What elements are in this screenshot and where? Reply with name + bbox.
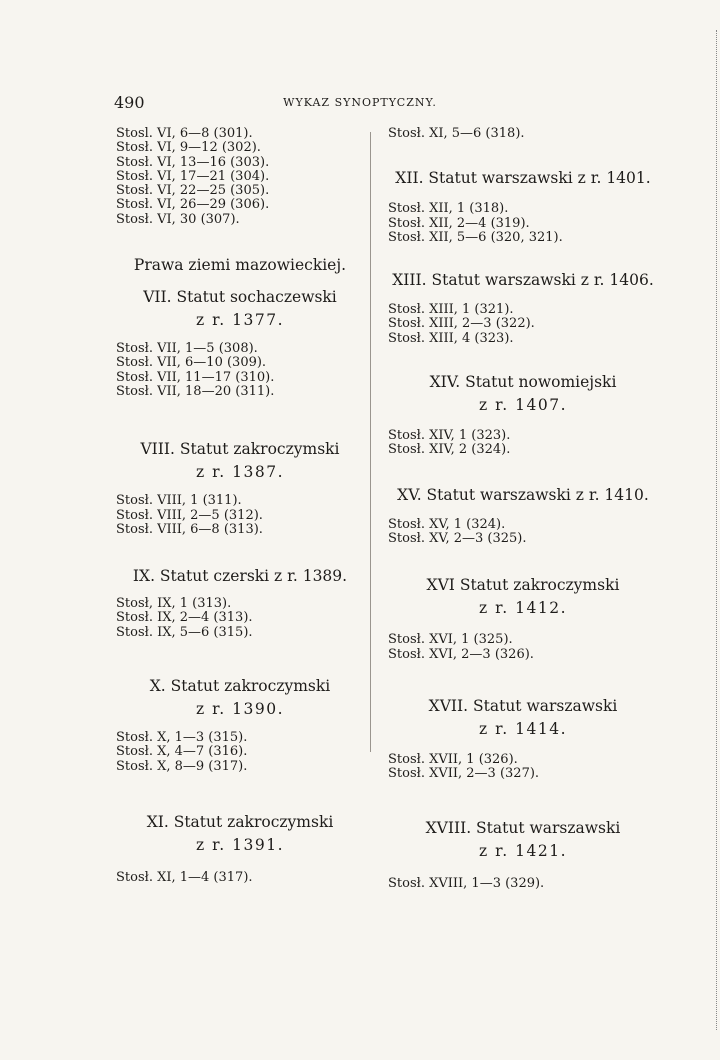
section-vii-entries [116, 342, 364, 399]
entry: Stosł. VI, 30 (307). [116, 211, 240, 227]
section-vii-heading [116, 286, 364, 332]
entry: Stosł. VII, 11—17 (310). [116, 369, 275, 385]
section-xii-entries [388, 202, 658, 245]
section-title: XVI Statut zakroczymski [426, 576, 620, 595]
section-xii-heading: XII. Statut warszawski z r. 1401. [395, 169, 651, 188]
entry: Stosł. XII, 1 (318). [388, 201, 509, 217]
column-divider [370, 132, 371, 752]
section-xiv-heading [388, 371, 658, 417]
section-title: X. Statut zakroczymski [149, 677, 331, 696]
section-vi-entries [116, 127, 364, 227]
section-xi-entries [116, 871, 364, 885]
section-year: z r. 1387. [195, 463, 285, 482]
entry: Stosł. VII, 18—20 (311). [116, 383, 275, 399]
section-title: VIII. Statut zakroczymski [140, 440, 340, 459]
entry: Stosł. X, 1—3 (315). [116, 730, 248, 746]
entry: Stosl. VI, 6—8 (301). [116, 126, 253, 141]
entry: Stosł. VI, 13—16 (303). [116, 154, 270, 170]
entry: Stosł. XIV, 2 (324). [388, 442, 511, 458]
section-viii-entries [116, 494, 364, 537]
section-year: z r. 1421. [478, 842, 568, 861]
section-year: z r. 1391. [195, 835, 285, 854]
entry: Stosł. XIV, 1 (323). [388, 428, 511, 444]
entry: Stosł. VI, 22—25 (305). [116, 183, 270, 199]
section-xv-entries [388, 518, 658, 547]
mazowsze-heading: Prawa ziemi mazowieckiej. [133, 256, 347, 275]
left-column [116, 127, 364, 885]
page-edge [716, 30, 720, 1030]
entry: Stosł. XII, 2—4 (319). [388, 215, 530, 231]
entry: Stosł. VII, 1—5 (308). [116, 341, 258, 357]
entry: Stosł. XV, 2—3 (325). [388, 530, 527, 546]
section-year: z r. 1377. [195, 311, 285, 330]
entry: Stosł. XIII, 2—3 (322). [388, 316, 535, 332]
section-xvi-entries [388, 633, 658, 662]
section-title: VII. Statut sochaczewski [143, 288, 337, 307]
section-year: z r. 1414. [478, 719, 568, 738]
entry: Stosł. XIII, 4 (323). [388, 330, 514, 346]
section-xi-heading [116, 811, 364, 857]
section-year: z r. 1407. [478, 396, 568, 415]
section-title: XIV. Statut nowomiejski [429, 373, 617, 392]
entry: Stosł. XVI, 2—3 (326). [388, 646, 534, 662]
entry: Stosł. XVII, 2—3 (327). [388, 766, 540, 782]
section-xiv-entries [388, 429, 658, 458]
section-xi-continued [388, 127, 658, 141]
entry: Stosł. IX, 2—4 (313). [116, 610, 253, 626]
entry: Stosł. VIII, 6—8 (313). [116, 521, 263, 537]
section-year: z r. 1412. [478, 599, 568, 618]
section-ix-entries [116, 597, 364, 640]
entry: Stosł. XVI, 1 (325). [388, 632, 513, 648]
entry: Stosł. VIII, 1 (311). [116, 493, 242, 509]
entry: Stosł. XVII, 1 (326). [388, 751, 518, 767]
section-x-entries [116, 731, 364, 774]
section-year: z r. 1390. [195, 700, 285, 719]
section-title: XI. Statut zakroczymski [146, 812, 334, 831]
entry: Stosł. XIII, 1 (321). [388, 302, 514, 318]
section-xiii-heading: XIII. Statut warszawski z r. 1406. [392, 271, 654, 290]
section-xvi-heading [388, 574, 658, 620]
section-xiii-entries [388, 303, 658, 346]
section-viii-heading [116, 438, 364, 484]
entry: Stosł. XV, 1 (324). [388, 516, 506, 532]
entry: Stosł. IX, 5—6 (315). [116, 624, 253, 640]
section-xvii-heading [388, 695, 658, 741]
entry: Stosł. VI, 26—29 (306). [116, 197, 270, 213]
entry: Stosł, IX, 1 (313). [116, 596, 232, 612]
section-xviii-entries [388, 877, 658, 891]
entry: Stosł. X, 8—9 (317). [116, 758, 248, 774]
section-xvii-entries [388, 753, 658, 782]
entry: Stosł. VI, 17—21 (304). [116, 168, 270, 184]
section-title: XVIII. Statut warszawski [425, 819, 621, 838]
section-xv-heading: XV. Statut warszawski z r. 1410. [397, 485, 649, 504]
section-ix-heading: IX. Statut czerski z r. 1389. [132, 567, 348, 586]
running-head: WYKAZ SYNOPTYCZNY. [283, 96, 437, 109]
entry: Stosł. VI, 9—12 (302). [116, 140, 261, 156]
entry: Stosł. XII, 5—6 (320, 321). [388, 229, 563, 245]
section-x-heading [116, 675, 364, 721]
entry: Stosł. XI, 1—4 (317). [116, 869, 253, 885]
entry: Stosł. VIII, 2—5 (312). [116, 507, 263, 523]
entry: Stosł. XI, 5—6 (318). [388, 126, 525, 141]
section-title: XVII. Statut warszawski [428, 696, 618, 715]
section-xviii-heading [388, 817, 658, 863]
entry: Stosł. VII, 6—10 (309). [116, 355, 267, 371]
page-number: 490 [114, 93, 145, 112]
entry: Stosł. X, 4—7 (316). [116, 744, 248, 760]
right-column [388, 127, 658, 892]
entry: Stosł. XVIII, 1—3 (329). [388, 876, 545, 892]
